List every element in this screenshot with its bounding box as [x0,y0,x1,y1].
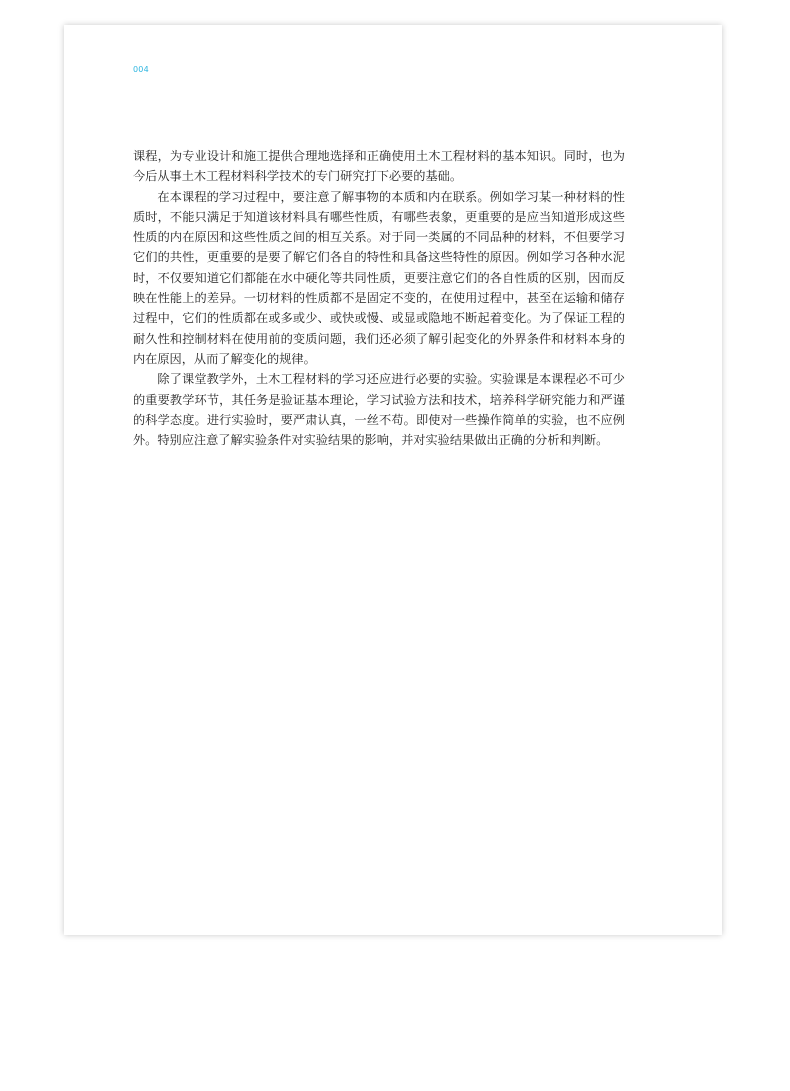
paragraph-1: 课程，为专业设计和施工提供合理地选择和正确使用土木工程材料的基本知识。同时，也为今后从事土木工程材料科学技术的专门研究打下必要的基础。 [133,149,625,184]
paragraph-3: 除了课堂教学外，土木工程材料的学习还应进行必要的实验。实验课是本课程必不可少的重要教学环节，其任务是验证基本理论，学习试验方法和技术，培养科学研究能力和严谨的科学态度。进行实验时，要严肃认真，一丝不苟。即使对一些操作简单的实验，也不应例外。特别应注意了解实验条件对实验结果的影响，并对实验结果做出正确的分析和判断。 [133,372,625,448]
paragraph-2: 在本课程的学习过程中，要注意了解事物的本质和内在联系。例如学习某一种材料的性质时，不能只满足于知道该材料具有哪些性质，有哪些表象，更重要的是应当知道形成这些性质的内在原因和这些性质之间的相互关系。对于同一类属的不同品种的材料，不但要学习它们的共性，更重要的是要了解它们各自的特性和具备这些特性的原因。例如学习各种水泥时，不仅要知道它们都能在水中硬化等共同性质，更要注意它们的各自性质的区别，因而反映在性能上的差异。一切材料的性质都不是固定不变的，在使用过程中，甚至在运输和储存过程中，它们的性质都在或多或少、或快或慢、或显或隐地不断起着变化。为了保证工程的耐久性和控制材料在使用前的变质问题，我们还必须了解引起变化的外界条件和材料本身的内在原因，从而了解变化的规律。 [133,189,625,366]
body-text [133,146,625,450]
document-page [64,25,722,935]
page-number: 004 [133,65,149,74]
